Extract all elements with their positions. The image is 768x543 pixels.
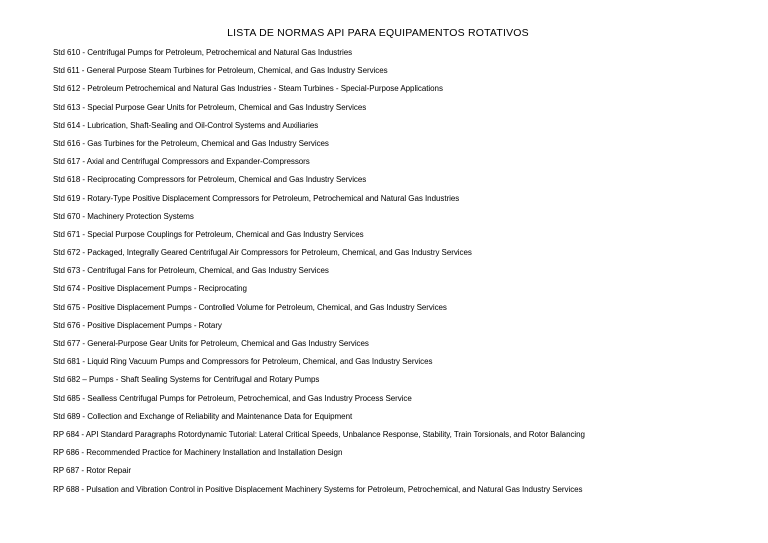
- list-item: Std 672 - Packaged, Integrally Geared Centrifugal Air Compressors for Petroleum, Chemical, and Gas Industry Services: [53, 248, 472, 258]
- list-item: RP 688 - Pulsation and Vibration Control in Positive Displacement Machinery Systems for Petroleum, Petrochemical, and Natural Gas Industry Services: [53, 484, 583, 494]
- list-item: Std 670 - Machinery Protection Systems: [53, 211, 194, 221]
- list-item: Std 616 - Gas Turbines for the Petroleum, Chemical and Gas Industry Services: [53, 138, 329, 148]
- list-item: Std 685 - Sealless Centrifugal Pumps for Petroleum, Petrochemical, and Gas Industry Process Service: [53, 393, 412, 403]
- document-title: LISTA DE NORMAS API PARA EQUIPAMENTOS ROTATIVOS: [227, 27, 529, 39]
- list-item: Std 618 - Reciprocating Compressors for Petroleum, Chemical and Gas Industry Services: [53, 175, 367, 185]
- list-item: RP 686 - Recommended Practice for Machinery Installation and Installation Design: [53, 448, 343, 458]
- list-item: Std 681 - Liquid Ring Vacuum Pumps and Compressors for Petroleum, Chemical, and Gas Industry Services: [53, 357, 433, 367]
- list-item: Std 676 - Positive Displacement Pumps - Rotary: [53, 320, 222, 330]
- list-item: RP 684 - API Standard Paragraphs Rotordynamic Tutorial: Lateral Critical Speeds, Unbalance Response, Stability, Train Torsionals, and Rotor Balancing: [53, 429, 585, 439]
- list-item: Std 675 - Positive Displacement Pumps - Controlled Volume for Petroleum, Chemical, and Gas Industry Services: [53, 302, 447, 312]
- list-item: Std 619 - Rotary-Type Positive Displacement Compressors for Petroleum, Petrochemical and Natural Gas Industries: [53, 193, 460, 203]
- list-item: Std 674 - Positive Displacement Pumps - Reciprocating: [53, 284, 247, 294]
- list-item: Std 682 – Pumps - Shaft Sealing Systems for Centrifugal and Rotary Pumps: [53, 375, 320, 385]
- list-item: Std 677 - General-Purpose Gear Units for Petroleum, Chemical and Gas Industry Services: [53, 339, 369, 348]
- list-item: Std 611 - General Purpose Steam Turbines for Petroleum, Chemical, and Gas Industry Services: [53, 66, 388, 76]
- list-item: Std 673 - Centrifugal Fans for Petroleum, Chemical, and Gas Industry Services: [53, 266, 329, 276]
- list-item: Std 614 - Lubrication, Shaft-Sealing and Oil-Control Systems and Auxiliaries: [53, 120, 319, 130]
- standards-list: [53, 46, 585, 501]
- list-item: Std 671 - Special Purpose Couplings for Petroleum, Chemical and Gas Industry Services: [53, 229, 364, 239]
- list-item: Std 689 - Collection and Exchange of Reliability and Maintenance Data for Equipment: [53, 411, 353, 421]
- list-item: Std 612 - Petroleum Petrochemical and Natural Gas Industries - Steam Turbines - Special-Purpose Applications: [53, 84, 443, 94]
- list-item: Std 610 - Centrifugal Pumps for Petroleum, Petrochemical and Natural Gas Industries: [53, 48, 353, 57]
- list-item: Std 617 - Axial and Centrifugal Compressors and Expander-Compressors: [53, 157, 310, 167]
- list-item: Std 613 - Special Purpose Gear Units for Petroleum, Chemical and Gas Industry Services: [53, 102, 367, 112]
- list-item: RP 687 - Rotor Repair: [53, 466, 131, 476]
